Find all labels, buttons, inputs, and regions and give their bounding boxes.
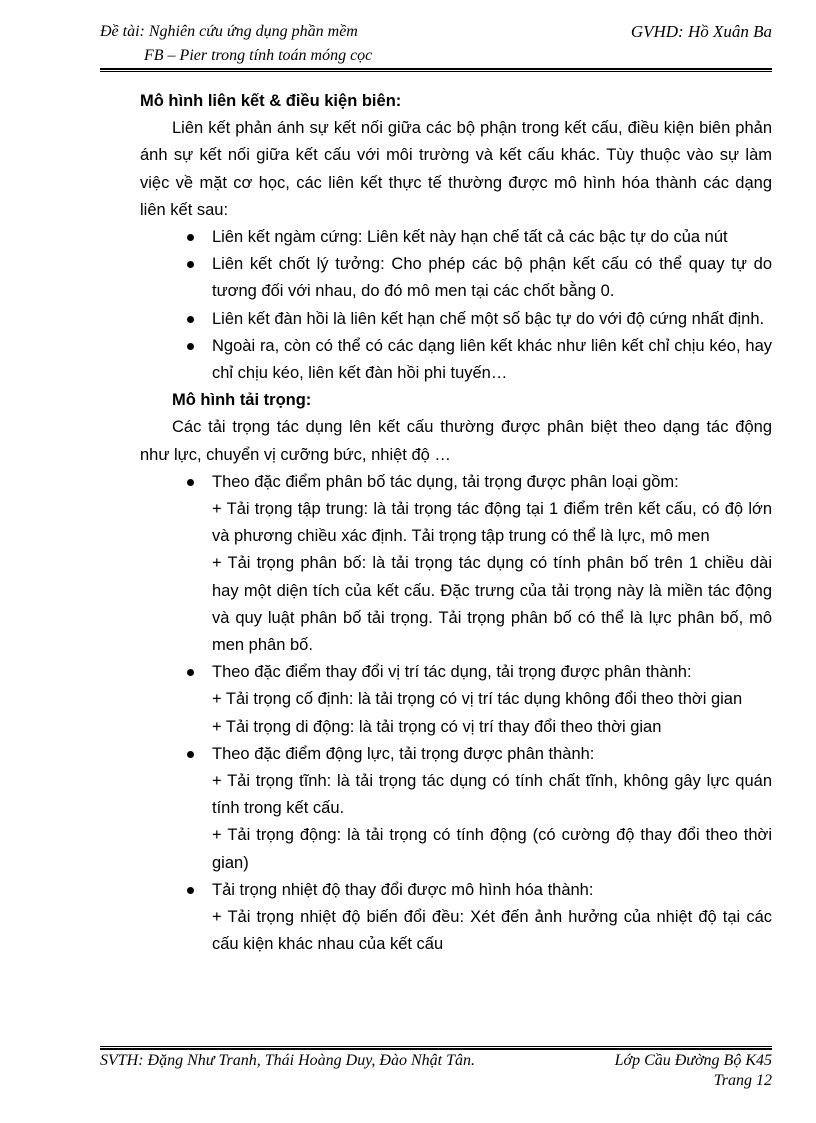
page-number: Trang 12 (713, 1072, 772, 1089)
bullet-icon (187, 343, 194, 350)
sub-item: + Tải trọng di động: là tải trọng có vị trí thay đổi theo thời gian (212, 717, 662, 736)
bullet-icon (187, 234, 194, 241)
header-divider (100, 68, 772, 72)
list-item: Tải trọng nhiệt độ thay đổi được mô hình hóa thành: (140, 877, 772, 904)
sub-item: + Tải trọng tĩnh: là tải trọng tác dụng có tính chất tĩnh, không gây lực quán tính trong kết cấu. (212, 772, 772, 818)
page-footer (100, 1050, 772, 1100)
load-bullet-list (140, 741, 772, 768)
section-heading-load: Mô hình tải trọng: (172, 391, 312, 410)
header-advisor: GVHD: Hồ Xuân Ba (630, 22, 772, 41)
sub-item: + Tải trọng phân bố: là tải trọng tác dụng có tính phân bố trên 1 chiều dài hay một diện tích của kết cấu. Đặc trưng của tải trọng này là miền tác động và quy luật phân bố tải trọng. Tải trọng phân bố có thể là lực phân bố, mô men phân bố. (212, 554, 772, 655)
header-topic-line2: FB – Pier trong tính toán móng cọc (144, 47, 373, 64)
boundary-bullet-list (140, 224, 772, 387)
section-intro-load: Các tải trọng tác dụng lên kết cấu thường được phân biệt theo dạng tác động như lực, chuyển vị cưỡng bức, nhiệt độ … (140, 418, 772, 464)
section-heading-boundary: Mô hình liên kết & điều kiện biên: (140, 92, 402, 110)
section-intro-boundary: Liên kết phản ánh sự kết nối giữa các bộ phận trong kết cấu, điều kiện biên phản ánh sự kết nối giữa kết cấu với môi trường và kết cấu khác. Tùy thuộc vào sự làm việc về mặt cơ học, các liên kết thực tế thường được mô hình hóa thành các dạng liên kết sau: (140, 119, 772, 219)
list-item: Ngoài ra, còn có thể có các dạng liên kết khác như liên kết chỉ chịu kéo, hay chỉ chịu kéo, liên kết đàn hồi phi tuyến… (140, 333, 772, 387)
bullet-icon (187, 887, 194, 894)
bullet-icon (187, 261, 194, 268)
list-item: Liên kết đàn hồi là liên kết hạn chế một số bậc tự do với độ cứng nhất định. (140, 306, 772, 333)
header-topic-line1: Đề tài: Nghiên cứu ứng dụng phần mềm (100, 23, 358, 40)
footer-authors: SVTH: Đặng Như Tranh, Thái Hoàng Duy, Đào Nhật Tân. (100, 1052, 475, 1069)
sub-item: + Tải trọng động: là tải trọng có tính động (có cường độ thay đổi theo thời gian) (212, 826, 772, 872)
bullet-icon (187, 479, 194, 486)
load-bullet-list (140, 469, 772, 496)
bullet-icon (187, 316, 194, 323)
list-item: Liên kết chốt lý tưởng: Cho phép các bộ phận kết cấu có thể quay tự do tương đối với nhau, do đó mô men tại các chốt bằng 0. (140, 251, 772, 305)
load-bullet-list (140, 659, 772, 686)
list-item: Liên kết ngàm cứng: Liên kết này hạn chế tất cả các bậc tự do của nút (140, 224, 772, 251)
list-item: Theo đặc điểm thay đổi vị trí tác dụng, tải trọng được phân thành: (140, 659, 772, 686)
load-bullet-list (140, 877, 772, 904)
list-item: Theo đặc điểm phân bố tác dụng, tải trọng được phân loại gồm: (140, 469, 772, 496)
bullet-icon (187, 751, 194, 758)
sub-item: + Tải trọng tập trung: là tải trọng tác động tại 1 điểm trên kết cấu, có độ lớn và phương chiều xác định. Tải trọng tập trung có thể là lực, mô men (212, 500, 772, 546)
sub-item: + Tải trọng nhiệt độ biến đổi đều: Xét đến ảnh hưởng của nhiệt độ tại các cấu kiện khác nhau của kết cấu (212, 908, 772, 954)
bullet-icon (187, 669, 194, 676)
sub-item: + Tải trọng cố định: là tải trọng có vị trí tác dụng không đổi theo thời gian (212, 690, 743, 709)
list-item: Theo đặc điểm động lực, tải trọng được phân thành: (140, 741, 772, 768)
page-header (100, 22, 772, 68)
page-body (140, 88, 772, 959)
footer-class: Lớp Cầu Đường Bộ K45 (614, 1052, 772, 1069)
